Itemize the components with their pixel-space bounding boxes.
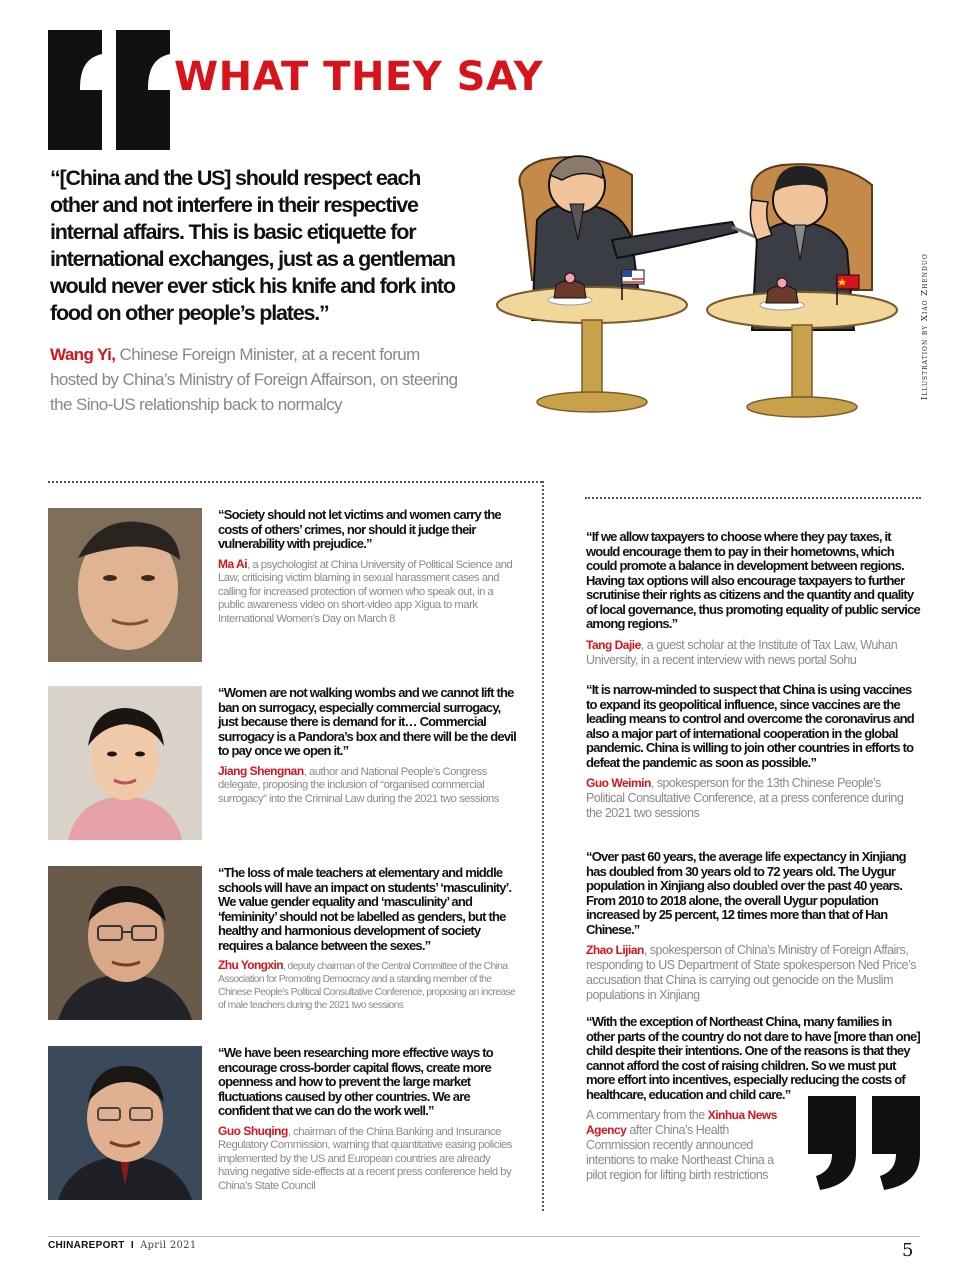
footer-magazine <box>48 1240 197 1251</box>
speaker-name: Zhu Yongxin <box>218 958 283 972</box>
quote-text: “It is narrow-minded to suspect that China is using vaccines to expand its geopolitical influence, since vaccines are the leading means to control and overcome the coronavirus and also a major part of international cooperation in the global pandemic. China is willing to join other countries in efforts to defeat the pandemic as soon as possible.” <box>586 682 914 770</box>
quote-attribution <box>218 558 518 627</box>
quote-text: “Society should not let victims and women carry the costs of others’ crimes, nor should it judge their vulnerability with prejudice.” <box>218 507 501 551</box>
lead-attribution-text: Chinese Foreign Minister, at a recent forum hosted by China’s Ministry of Foreign Affairson, on steering the Sino-US relationship back to normalcy <box>50 345 458 414</box>
speaker-name: Xinhua News Agency <box>586 1108 777 1137</box>
lead-speaker: Wang Yi, <box>50 345 116 364</box>
quote-entry <box>586 683 922 821</box>
portrait-photo <box>48 686 202 840</box>
quote-text: “We have been researching more effective ways to encourage cross-border capital flows, create more openness and how to prevent the large market fluctuations caused by other countries. We are confident that we can do the work well.” <box>218 1045 493 1118</box>
attribution-text: , spokesperson of China’s Ministry of Foreign Affairs, responding to US Department of State spokesperson Ned Price’s accusation that China is carrying out genocide on the Muslim populations in Xinjiang <box>586 943 916 1002</box>
attribution-text: , spokesperson for the 13th Chinese People’s Political Consultative Conference, at a press conference during the 2021 two sessions <box>586 776 904 820</box>
footer-separator: I <box>130 1240 134 1251</box>
quote-attribution <box>586 638 922 668</box>
portrait-photo <box>48 866 202 1020</box>
quote-entry <box>586 530 922 668</box>
attribution-text: , author and National People’s Congress delegate, proposing the inclusion of “organised commercial surrogacy” into the Criminal Law during the 2021 two sessions <box>218 765 499 805</box>
quote-text: “Over past 60 years, the average life expectancy in Xinjiang has doubled from 30 years old to 72 years old. The Uygur population in Xinjiang also doubled over the past 40 years. From 2010 to 2018 alone, the overall Uygur population increased by 25 percent, 12 times more than that of Han Chinese.” <box>586 849 906 937</box>
attribution-text: , a psychologist at China University of Political Science and Law, criticising victim blaming in sexual harassment cases and calling for increased protection of women who speak out, in a public awareness video on short-video app Xigua to mark International Women’s Day on March 8 <box>218 558 513 625</box>
footer-divider <box>48 1236 920 1237</box>
quote-attribution <box>218 959 518 1012</box>
quote-attribution <box>218 1125 518 1194</box>
quote-entry <box>48 866 528 1026</box>
quote-entry <box>48 508 528 668</box>
quote-text: “With the exception of Northeast China, many families in other parts of the country do not dare to have [more than one] child despite their intentions. One of the reasons is that they cannot afford the cost of raising children. So we must put more effort into incentives, especially reducing the costs of healthcare, education and child care.” <box>586 1014 920 1102</box>
lead-quote: “[China and the US] should respect each other and not interfere in their respective internal affairs. This is basic etiquette for international exchanges, just as a gentleman would never ever stick his knife and fork into food on other people’s plates.” <box>50 166 455 325</box>
attribution-prefix: A commentary from the <box>586 1108 708 1122</box>
speaker-name: Guo Weimin <box>586 776 651 790</box>
page-title: WHAT THEY SAY <box>174 54 544 100</box>
quote-attribution <box>586 776 922 821</box>
speaker-name: Zhao Lijian <box>586 943 644 957</box>
quote-text: “The loss of male teachers at elementary and middle schools will have an impact on students’ ‘masculinity’. We value gender equality and ‘masculinity’ and ‘femininity’ should not be labelled as genders, but the healthy and harmonious development of society requires a balance between the sexes.” <box>218 865 512 953</box>
quote-attribution <box>586 1108 791 1183</box>
page-number: 5 <box>902 1240 914 1261</box>
speaker-name: Tang Dajie <box>586 637 641 652</box>
portrait-photo <box>48 1046 202 1200</box>
illustration-credit: Illustration by Xiao Zhenduo <box>920 253 930 400</box>
divider <box>585 497 921 499</box>
quote-entry <box>586 850 922 1003</box>
cartoon-illustration <box>482 130 914 430</box>
speaker-name: Ma Ai <box>218 556 248 571</box>
close-quote-mark-icon <box>800 1092 930 1192</box>
divider <box>48 481 542 483</box>
speaker-name: Guo Shuqing <box>218 1123 288 1138</box>
column-divider <box>542 481 544 1211</box>
issue-date: April 2021 <box>140 1240 197 1251</box>
quote-attribution <box>586 943 922 1003</box>
quote-attribution <box>218 765 518 807</box>
quote-entry <box>48 1046 528 1206</box>
magazine-name: CHINAREPORT <box>48 1240 125 1251</box>
attribution-text: , chairman of the China Banking and Insurance Regulatory Commission, warning that quantitative easing policies implemented by the US and European countries are already having negative side-effects at a recent press conference held by China’s State Council <box>218 1125 512 1192</box>
quote-entry <box>48 686 528 846</box>
quote-text: “If we allow taxpayers to choose where they pay taxes, it would encourage them to pay in their hometowns, which could promote a balance in development between regions. Having tax options will also encourage taxpayers to further scrutinise their rights as citizens and the quantity and quality of local governance, thus promoting equality of public service among regions.” <box>586 529 920 631</box>
open-quote-mark-icon <box>40 20 180 160</box>
lead-attribution <box>50 342 460 417</box>
attribution-text: , deputy chairman of the Central Committee of the China Association for Promoting Democracy and a standing member of the Chinese People’s Political Consultative Conference, proposing an increase of male teachers during the 2021 two sessions <box>218 961 516 1011</box>
attribution-text: after China’s Health Commission recently announced intentions to make Northeast China a pilot region for lifting birth restrictions <box>586 1123 774 1182</box>
quote-text: “Women are not walking wombs and we cannot lift the ban on surrogacy, especially commercial surrogacy, just because there is demand for it… Commercial surrogacy is a Pandora’s box and there will be the devil to pay once we open it.” <box>218 685 516 758</box>
attribution-text: , a guest scholar at the Institute of Tax Law, Wuhan University, in a recent interview with news portal Sohu <box>586 637 898 667</box>
speaker-name: Jiang Shengnan <box>218 763 304 778</box>
portrait-photo <box>48 508 202 662</box>
